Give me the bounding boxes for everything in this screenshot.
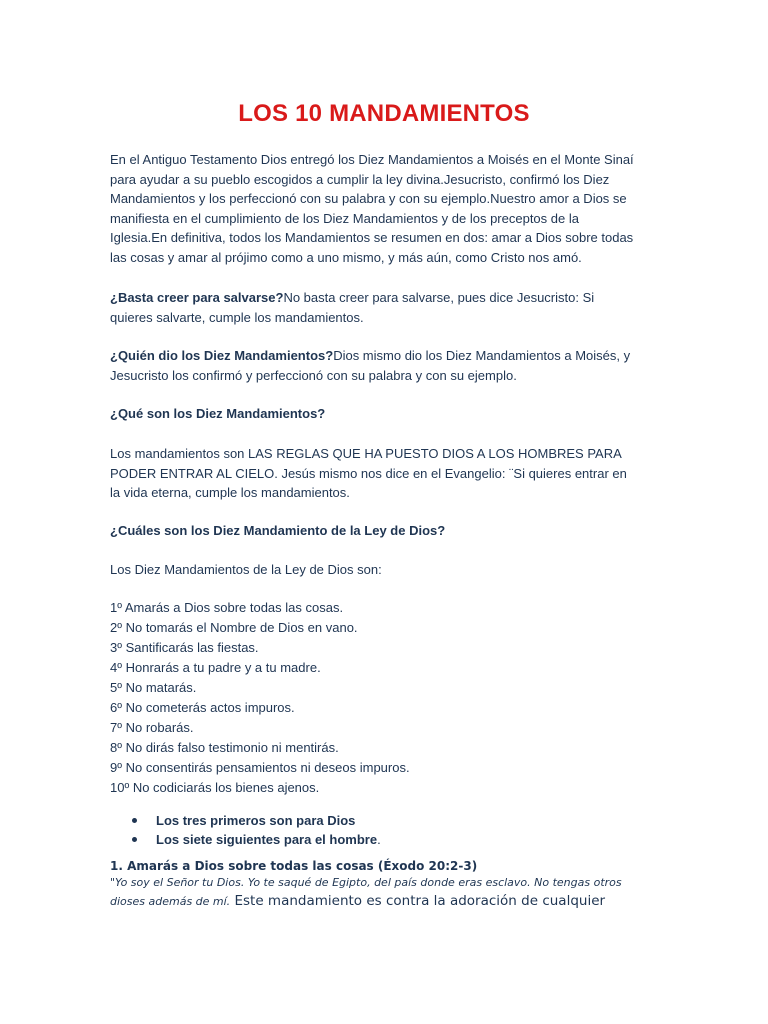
commandment-item: 2º No tomarás el Nombre de Dios en vano. — [110, 620, 358, 635]
intro-line: En el Antiguo Testamento Dios entregó los Diez Mandamientos a Moisés en el Monte Sinaí — [110, 152, 634, 167]
question-text: ¿Quién dio los Diez Mandamientos? — [110, 348, 334, 363]
commandment-item: 8º No dirás falso testimonio ni mentirás. — [110, 740, 339, 755]
commandment-item: 3º Santificarás las fiestas. — [110, 640, 259, 655]
qa-que-son — [110, 404, 670, 424]
answer-text: Los Diez Mandamientos de la Ley de Dios son: — [110, 562, 382, 577]
commandment-item: 4º Honrarás a tu padre y a tu madre. — [110, 660, 321, 675]
commandment-item: 9º No consentirás pensamientos ni deseos impuros. — [110, 760, 410, 775]
qa-cuales-son — [110, 521, 670, 541]
bullet-item — [130, 811, 670, 830]
quote-italic-text: dioses además de mí. — [110, 895, 231, 908]
answer-line: la vida eterna, cumple los mandamientos. — [110, 485, 350, 501]
quote-body-text: Este mandamiento es contra la adoración de cualquier — [230, 893, 606, 909]
commandment-item: 6º No cometerás actos impuros. — [110, 700, 295, 715]
commandment-item: 10º No codiciarás los bienes ajenos. — [110, 780, 320, 795]
bullet-bold-text: Los tres primeros son para Dios — [156, 813, 356, 828]
qa-quien-dio — [110, 346, 670, 385]
answer-text: Jesucristo los confirmó y perfeccionó con su palabra y con su ejemplo. — [110, 367, 517, 383]
qa-que-son-answer — [110, 444, 670, 503]
commandment-item: 5º No matarás. — [110, 680, 197, 695]
answer-text: Dios mismo dio los Diez Mandamientos a Moisés, y — [333, 348, 631, 363]
intro-line: Iglesia.En definitiva, todos los Mandamientos se resumen en dos: amar a Dios sobre todas — [110, 230, 634, 246]
section-quote — [110, 874, 670, 911]
commandments-list — [110, 598, 670, 798]
bullet-rest-text: . — [377, 832, 381, 847]
answer-line: Los mandamientos son LAS REGLAS QUE HA PUESTO DIOS A LOS HOMBRES PARA — [110, 446, 622, 461]
commandment-item: 7º No robarás. — [110, 720, 194, 735]
question-text: ¿Qué son los Diez Mandamientos? — [110, 406, 326, 421]
section-heading: 1. Amarás a Dios sobre todas las cosas (Éxodo 20:2-3) — [110, 859, 478, 873]
intro-line: manifiesta en el cumplimiento de los Diez Mandamientos y de los preceptos de la — [110, 210, 579, 226]
bullet-icon — [132, 837, 137, 842]
summary-bullet-list — [130, 811, 670, 849]
quote-line: "Yo soy el Señor tu Dios. Yo te saqué de Egipto, del país donde eras esclavo. No tengas otros — [110, 876, 622, 889]
intro-paragraph — [110, 150, 670, 268]
commandment-item: 1º Amarás a Dios sobre todas las cosas. — [110, 600, 344, 615]
bullet-bold-text: Los siete siguientes para el hombre — [156, 832, 378, 847]
question-text: ¿Basta creer para salvarse? — [110, 290, 284, 305]
answer-line: PODER ENTRAR AL CIELO. Jesús mismo nos dice en el Evangelio: ¨Si quieres entrar en — [110, 465, 627, 481]
bullet-item — [130, 830, 670, 849]
qa-basta-creer — [110, 288, 670, 327]
answer-text: No basta creer para salvarse, pues dice Jesucristo: Si — [283, 290, 595, 305]
answer-text: quieres salvarte, cumple los mandamientos. — [110, 309, 364, 325]
bullet-icon — [132, 818, 137, 823]
intro-line: para ayudar a su pueblo escogidos a cumplir la ley divina.Jesucristo, confirmó los Diez — [110, 171, 610, 187]
page-title: LOS 10 MANDAMIENTOS — [238, 100, 530, 127]
question-text: ¿Cuáles son los Diez Mandamiento de la Ley de Dios? — [110, 523, 446, 538]
intro-line: Mandamientos y los perfeccionó con su palabra y con su ejemplo.Nuestro amor a Dios se — [110, 191, 627, 207]
intro-line: las cosas y amar al prójimo como a uno mismo, y más aún, como Cristo nos amó. — [110, 249, 582, 265]
qa-cuales-son-answer — [110, 560, 670, 580]
